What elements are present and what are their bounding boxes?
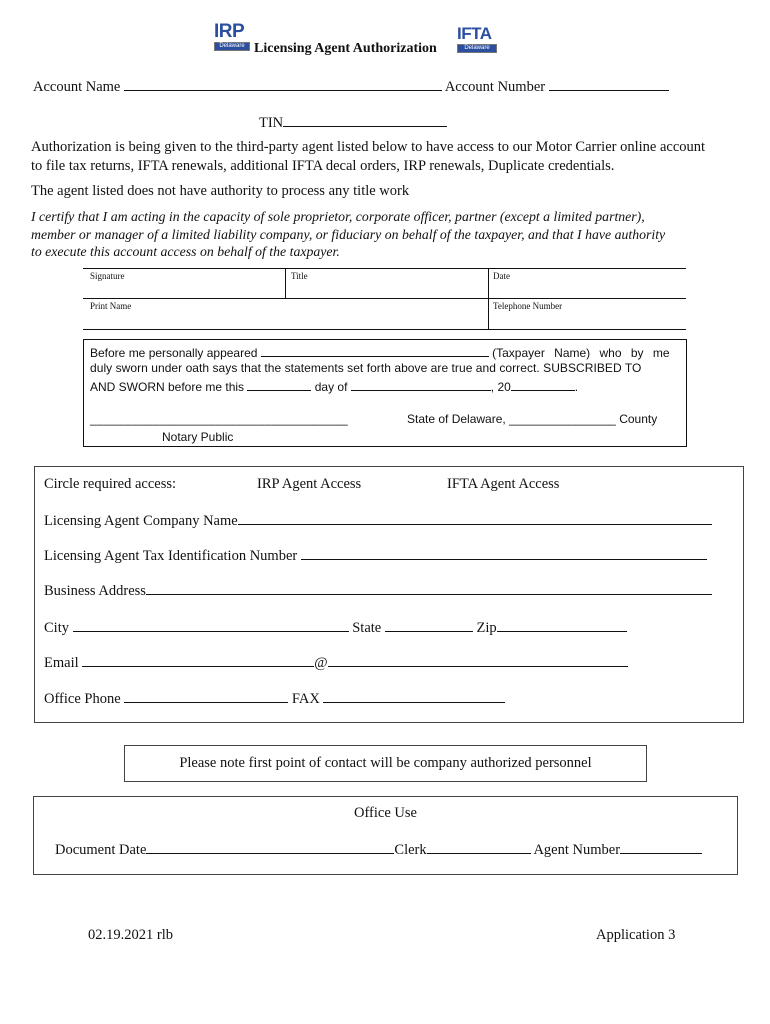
notary-taxpayer-text: (Taxpayer Name) who by me <box>492 346 670 360</box>
tax-id-label: Licensing Agent Tax Identification Number <box>44 548 298 564</box>
email-label: Email <box>44 655 79 671</box>
ifta-logo-text: IFTA <box>457 24 492 43</box>
document-date-field[interactable] <box>146 840 394 854</box>
clerk-label: Clerk <box>394 842 427 858</box>
notary-line-1 <box>90 344 682 360</box>
contact-notice-box <box>124 745 647 782</box>
notary-state-line <box>407 412 657 426</box>
certify-line-3: to execute this account access on behalf of the taxpayer. <box>31 244 340 259</box>
fax-field[interactable] <box>323 689 505 703</box>
city-label: City <box>44 620 69 636</box>
office-use-box <box>33 796 738 875</box>
authorization-line-1: Authorization is being given to the third-party agent listed below to have access to our Motor Carrier online account <box>31 139 706 155</box>
account-name-row <box>33 77 669 96</box>
date-cell[interactable]: Date <box>493 271 510 281</box>
account-number-label: Account Number <box>444 79 546 95</box>
tin-field[interactable] <box>283 113 447 127</box>
email-row <box>44 653 628 672</box>
page-title: Licensing Agent Authorization <box>254 41 437 56</box>
signature-cell[interactable]: Signature <box>90 271 125 281</box>
city-state-zip-row <box>44 618 627 637</box>
zip-label: Zip <box>476 620 497 636</box>
tax-id-field[interactable] <box>301 546 707 560</box>
notary-appeared-text: Before me personally appeared <box>90 346 258 360</box>
print-name-cell[interactable]: Print Name <box>90 301 132 311</box>
circle-access-label: Circle required access: <box>44 476 177 492</box>
ifta-logo <box>457 24 497 58</box>
notary-public-label: Notary Public <box>162 430 234 444</box>
office-use-title: Office Use <box>354 805 417 821</box>
notary-line-2: duly sworn under oath says that the statements set forth above are true and correct. SUBSCRIBED TO <box>90 361 642 375</box>
notary-period: . <box>574 380 579 394</box>
office-use-row <box>55 840 702 859</box>
business-address-row <box>44 581 712 600</box>
no-title-work-note: The agent listed does not have authority to process any title work <box>31 183 410 199</box>
fax-label: FAX <box>291 691 320 707</box>
irp-logo-sub: Delaware <box>214 42 250 51</box>
irp-logo-text: IRP <box>214 21 245 42</box>
notary-county-field[interactable]: ________________ <box>509 412 616 426</box>
account-name-label: Account Name <box>33 79 121 95</box>
title-cell[interactable]: Title <box>291 271 308 281</box>
tax-id-row <box>44 546 707 565</box>
signature-table <box>83 268 686 330</box>
email-user-field[interactable] <box>82 653 314 667</box>
city-field[interactable] <box>73 618 349 632</box>
business-address-label: Business Address <box>44 583 146 599</box>
notary-year-prefix: , 20 <box>490 380 511 394</box>
notary-signature-line[interactable]: _____________________________________ <box>90 412 349 426</box>
tin-row <box>259 113 447 132</box>
irp-agent-access-option[interactable]: IRP Agent Access <box>257 476 362 492</box>
account-number-field[interactable] <box>549 77 669 91</box>
notary-month-field[interactable] <box>351 378 491 391</box>
notary-state-text: State of Delaware, <box>407 412 506 426</box>
notary-box <box>83 339 687 447</box>
clerk-field[interactable] <box>427 840 531 854</box>
telephone-cell[interactable]: Telephone Number <box>493 301 563 311</box>
agent-form-box <box>34 466 744 723</box>
state-label: State <box>352 620 382 636</box>
state-field[interactable] <box>385 618 473 632</box>
business-address-field[interactable] <box>146 581 712 595</box>
zip-field[interactable] <box>497 618 627 632</box>
document-date-label: Document Date <box>55 842 147 858</box>
company-name-field[interactable] <box>238 511 712 525</box>
company-name-row <box>44 511 712 530</box>
certify-line-1: I certify that I am acting in the capacity of sole proprietor, corporate officer, partner (except a limited partner), <box>31 209 645 224</box>
footer-application: Application 3 <box>596 927 676 943</box>
email-domain-field[interactable] <box>328 653 628 667</box>
irp-logo <box>214 22 250 56</box>
footer-date-code: 02.19.2021 rlb <box>88 927 173 943</box>
authorization-line-2: to file tax returns, IFTA renewals, additional IFTA decal orders, IRP renewals, Duplicate credentials. <box>31 158 615 174</box>
notary-sworn-text: AND SWORN before me this <box>90 380 245 394</box>
notary-day-field[interactable] <box>247 378 311 391</box>
office-phone-field[interactable] <box>124 689 288 703</box>
contact-notice-text: Please note first point of contact will be company authorized personnel <box>179 755 592 771</box>
ifta-logo-sub: Delaware <box>457 44 497 53</box>
account-name-field[interactable] <box>124 77 442 91</box>
agent-number-label: Agent Number <box>533 842 621 858</box>
notary-dayof-text: day of <box>314 380 348 394</box>
notary-year-field[interactable] <box>511 378 575 391</box>
taxpayer-name-field[interactable] <box>261 344 489 357</box>
phone-fax-row <box>44 689 505 708</box>
certify-line-2: member or manager of a limited liability company, or fiduciary on behalf of the taxpayer, and that I have authority <box>31 227 666 242</box>
at-sign: @ <box>314 655 328 671</box>
company-name-label: Licensing Agent Company Name <box>44 513 238 529</box>
notary-county-text: County <box>619 412 658 426</box>
ifta-agent-access-option[interactable]: IFTA Agent Access <box>447 476 560 492</box>
office-phone-label: Office Phone <box>44 691 121 707</box>
agent-number-field[interactable] <box>620 840 702 854</box>
notary-line-3 <box>90 378 578 394</box>
tin-label: TIN <box>259 115 284 131</box>
